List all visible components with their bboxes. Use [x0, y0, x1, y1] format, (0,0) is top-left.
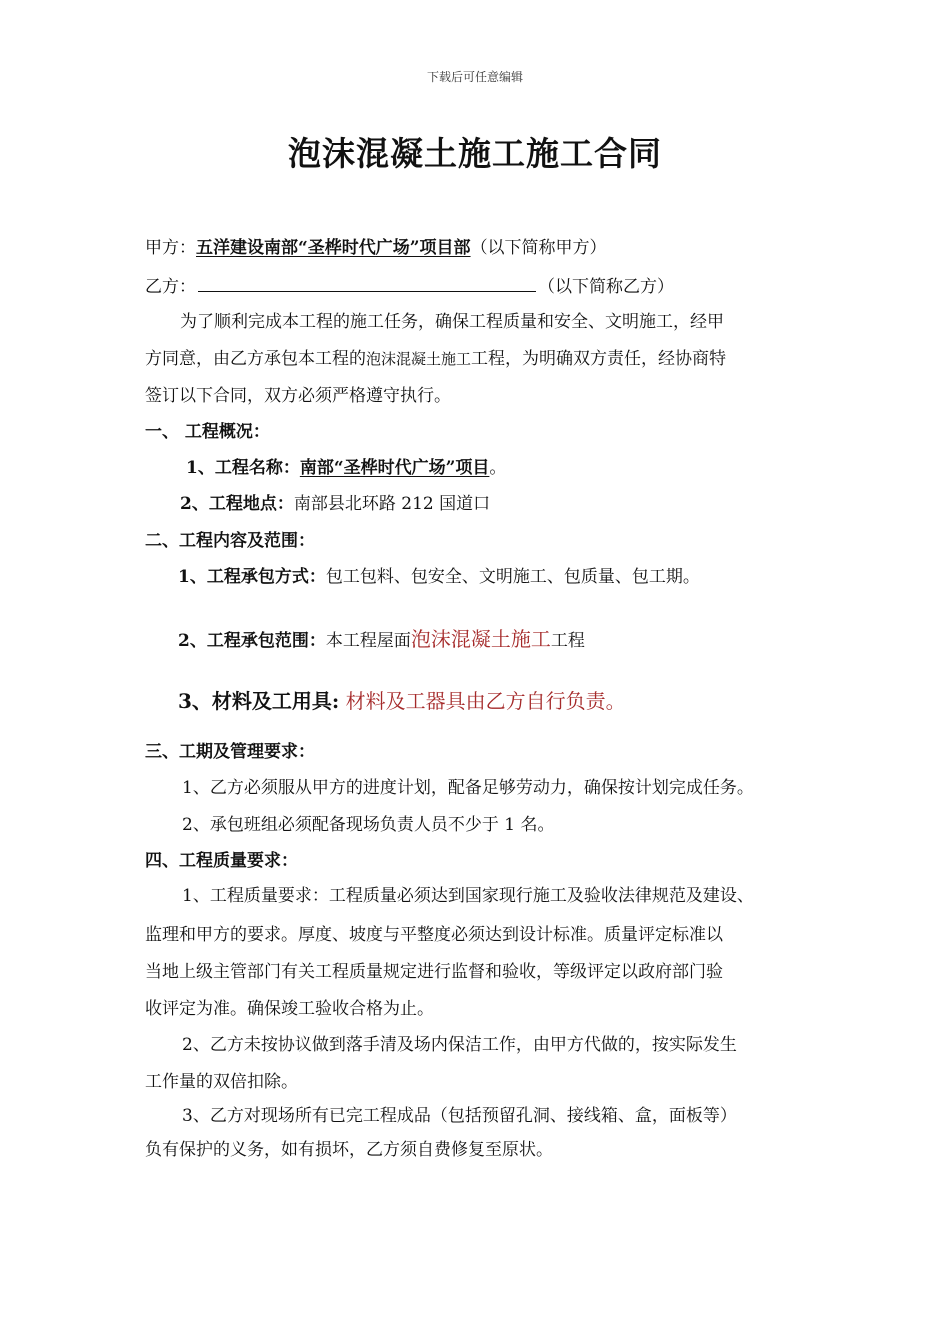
s4-p1-line: 1、工程质量要求：工程质量必须达到国家现行施工及验收法律规范及建设、: [182, 886, 754, 906]
s1-item-1-label: 1、工程名称：: [186, 458, 300, 478]
intro-part: 工程，为明确双方责任，经协商特: [471, 349, 727, 369]
s4-p1-line: 收评定为准。确保竣工验收合格为止。: [145, 999, 434, 1019]
header-note: 下载后可任意编辑: [426, 70, 523, 84]
s1-item-1-end: 。: [489, 458, 507, 478]
party-a-line: [145, 236, 607, 260]
party-a-name: 五洋建设南部“圣桦时代广场”项目部: [196, 238, 471, 258]
party-b-suffix: （以下简称乙方）: [538, 277, 674, 297]
intro-line-2: [145, 347, 726, 371]
s2-item-3: [178, 689, 626, 715]
s4-p1-line: 当地上级主管部门有关工程质量规定进行监督和验收，等级评定以政府部门验: [145, 962, 723, 982]
s2-item-3-label: 3、材料及工用具:: [178, 689, 340, 713]
s1-item-2: [180, 492, 490, 516]
s2-item-2-red: 泡沫混凝土施工: [410, 627, 551, 651]
party-a-suffix: （以下简称甲方）: [470, 238, 607, 258]
s1-item-2-label: 2、工程地点：: [180, 494, 294, 514]
intro-line-3: 签订以下合同，双方必须严格遵守执行。: [145, 386, 451, 406]
s2-item-1-value: 包工包料、包安全、文明施工、包质量、包工期。: [325, 567, 700, 587]
party-b-label: 乙方：: [145, 277, 196, 297]
s3-item-1: 1、乙方必须服从甲方的进度计划，配备足够劳动力，确保按计划完成任务。: [182, 778, 754, 798]
s4-p1-line: 监理和甲方的要求。厚度、坡度与平整度必须达到设计标准。质量评定标准以: [145, 925, 723, 945]
s1-item-1-value: 南部“圣桦时代广场”项目: [299, 458, 490, 478]
s4-p2-line: 工作量的双倍扣除。: [145, 1072, 298, 1092]
s4-p2-line: 2、乙方未按协议做到落手清及场内保洁工作，由甲方代做的，按实际发生: [182, 1035, 737, 1055]
s2-item-2-post: 工程: [550, 631, 585, 651]
document-title: 泡沫混凝土施工施工合同: [288, 134, 662, 173]
section-3-heading: 三、工期及管理要求：: [145, 742, 315, 762]
section-2-heading: 二、工程内容及范围：: [145, 531, 315, 551]
s4-p3-line: 负有保护的义务，如有损坏，乙方须自费修复至原状。: [145, 1140, 553, 1160]
s3-item-2: 2、承包班组必须配备现场负责人员不少于 1 名。: [182, 815, 555, 835]
s4-p3-line: 3、乙方对现场所有已完工程成品（包括预留孔洞、接线箱、盒，面板等）: [182, 1106, 737, 1126]
section-1-heading: 一、 工程概况：: [145, 422, 270, 442]
intro-part: 方同意，由乙方承包本工程的: [145, 349, 366, 369]
s2-item-3-value: 材料及工器具由乙方自行负责。: [339, 689, 626, 713]
s2-item-2: [178, 627, 585, 653]
intro-line-1: 为了顺利完成本工程的施工任务，确保工程质量和安全、文明施工，经甲: [180, 312, 724, 332]
section-4-heading: 四、工程质量要求：: [145, 851, 298, 871]
party-b-line: [145, 273, 674, 299]
party-b-blank: [198, 273, 536, 292]
s2-item-1: [178, 565, 700, 589]
s1-item-2-value: 南部县北环路 212 国道口: [293, 494, 491, 514]
s1-item-1: [186, 456, 506, 480]
s2-item-2-pre: 本工程屋面: [325, 631, 411, 651]
s2-item-1-label: 1、工程承包方式：: [178, 567, 326, 587]
intro-project-type: 泡沫混凝土施工: [366, 350, 472, 368]
party-a-label: 甲方：: [145, 238, 196, 258]
s2-item-2-label: 2、工程承包范围：: [178, 631, 326, 651]
